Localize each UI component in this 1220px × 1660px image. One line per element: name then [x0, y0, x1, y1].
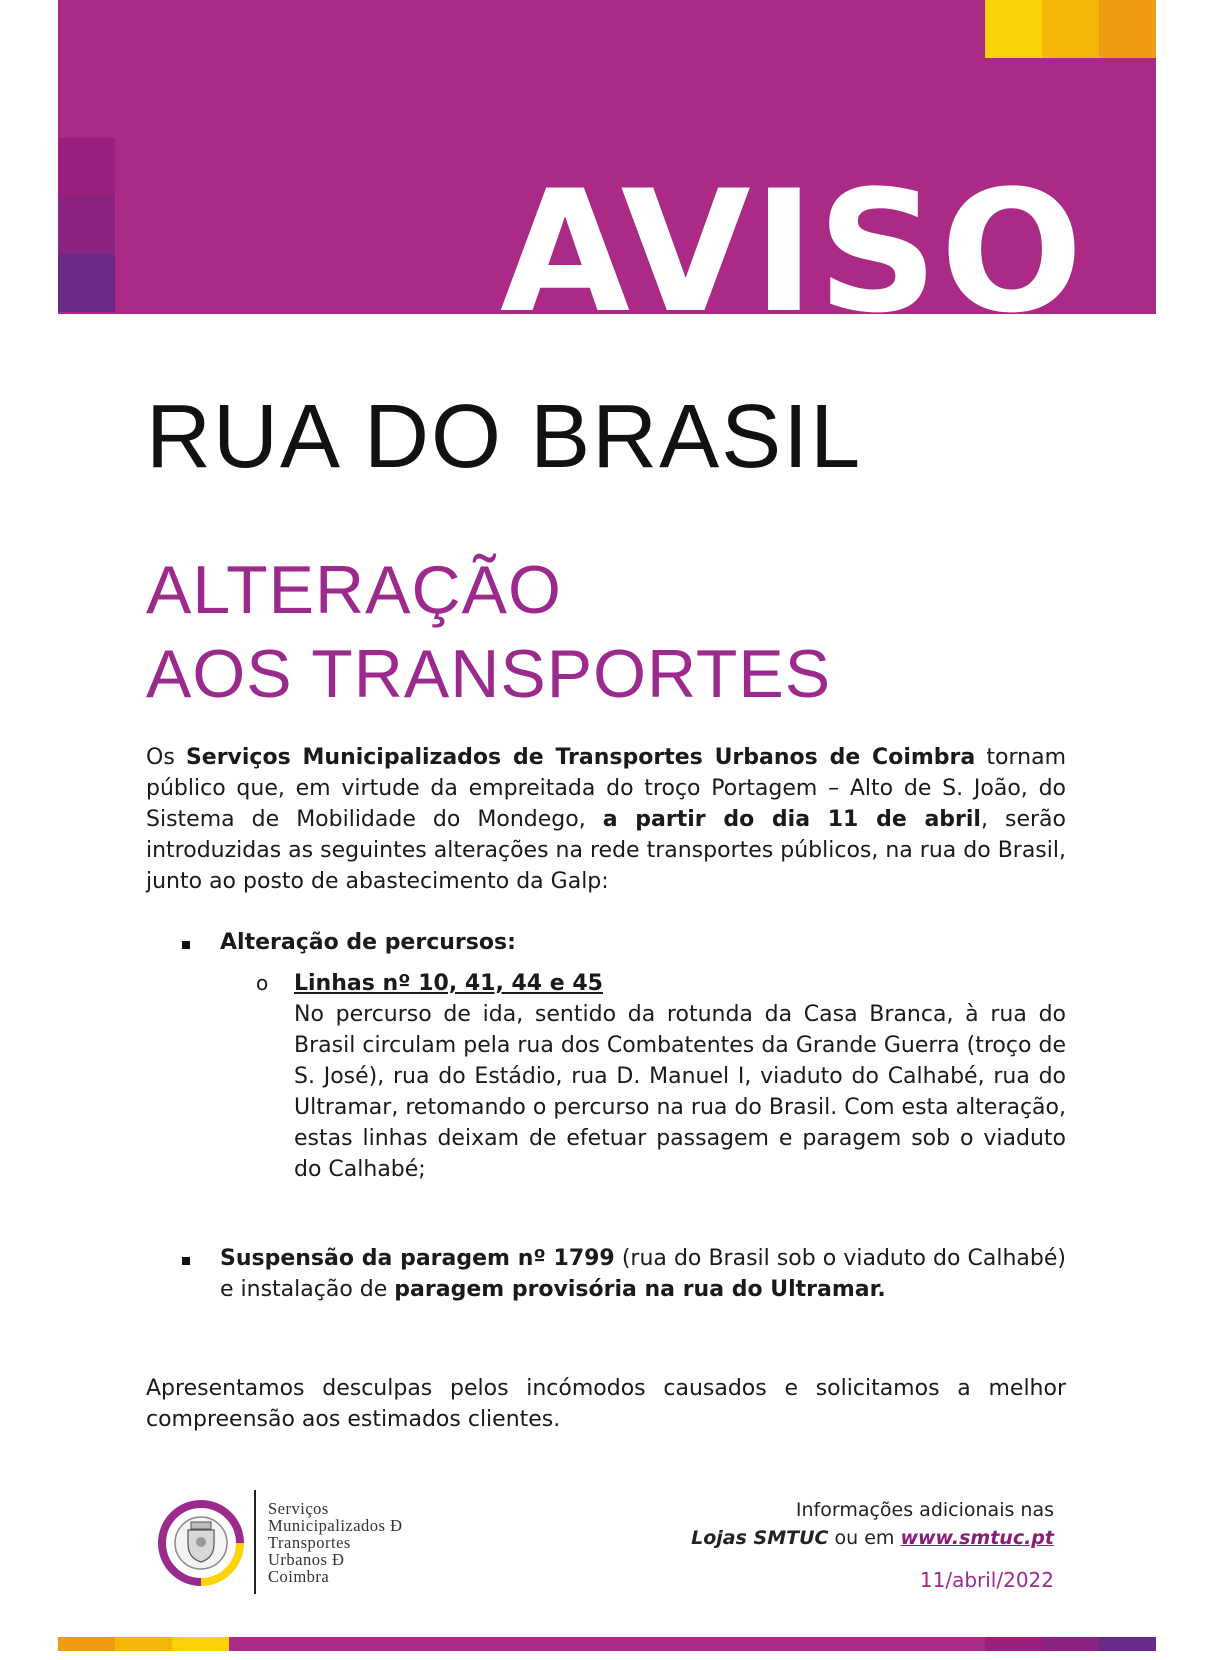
org-line: Coimbra	[268, 1567, 330, 1586]
subtitle-line-2: AOS TRANSPORTES	[146, 636, 832, 712]
info-line-1: Informações adicionais nas	[795, 1499, 1054, 1521]
square-bullet-icon	[146, 1243, 220, 1305]
smtuc-logo-icon	[158, 1500, 244, 1586]
intro-text-3: , serão introduzidas as seguintes alterações na rede transportes públicos, na rua do Brasil, junto ao posto de abastecimento da Galp:	[146, 807, 1066, 894]
page-title: RUA DO BRASIL	[146, 387, 863, 487]
intro-text-1: Os	[146, 745, 186, 770]
intro-paragraph	[146, 742, 1066, 897]
info-connector: ou em	[828, 1527, 901, 1549]
lines-title: Linhas nº 10, 41, 44 e 45	[294, 971, 603, 996]
intro-start-date: a partir do dia 11 de abril	[602, 807, 981, 832]
notice-date: 11/abril/2022	[919, 1568, 1054, 1592]
stop-suspension-text: (rua do Brasil sob o viaduto do Calhabé) e instalação de	[220, 1246, 1066, 1302]
bullet-item-route-change	[146, 927, 1066, 958]
notice-body	[146, 742, 1066, 1435]
intro-organization: Serviços Municipalizados de Transportes Urbanos de Coimbra	[185, 745, 976, 770]
intro-text-2: tornam público que, em virtude da empreitada do troço Portagem – Alto de S. João, do Sistema de Mobilidade do Mondego,	[146, 745, 1066, 832]
footer-organization-name	[268, 1500, 403, 1585]
circle-bullet-icon: o	[256, 971, 269, 995]
footer-divider	[254, 1490, 256, 1594]
bullet-label: Alteração de percursos:	[220, 930, 516, 955]
org-line: Urbanos Ð	[268, 1550, 345, 1569]
sub-item-lines	[220, 968, 1066, 1185]
banner-title: AVISO	[500, 154, 1085, 314]
lines-description: No percurso de ida, sentido da rotunda da Casa Branca, à rua do Brasil circulam pela rua dos Combatentes da Grande Guerra (troço de S. José), rua do Estádio, rua D. Manuel I, viaduto do Calhabé, rua do Ultramar, retomando o percurso na rua do Brasil. Com esta alteração, estas linhas deixam de efetuar passagem e paragem sob o viaduto do Calhabé;	[294, 1002, 1066, 1182]
website-link[interactable]: www.smtuc.pt	[900, 1527, 1054, 1549]
corner-decor-squares	[985, 0, 1156, 58]
closing-paragraph: Apresentamos desculpas pelos incómodos causados e solicitamos a melhor compreensão aos estimados clientes.	[146, 1376, 1066, 1432]
org-line: Municipalizados Ð	[268, 1516, 403, 1535]
org-line: Serviços	[268, 1499, 329, 1518]
stop-suspension-label: Suspensão da paragem nº 1799	[220, 1246, 615, 1271]
header-banner	[58, 0, 1156, 314]
info-line-2	[691, 1524, 1054, 1552]
square-bullet-icon	[146, 927, 220, 958]
org-line: Transportes	[268, 1533, 351, 1552]
stores-label: Lojas SMTUC	[691, 1527, 829, 1549]
page-subtitle	[146, 548, 831, 716]
left-decor-squares	[58, 138, 115, 312]
bullet-item-stop-suspension	[146, 1243, 1066, 1305]
subtitle-line-1: ALTERAÇÃO	[146, 552, 562, 628]
footer-info	[691, 1496, 1054, 1552]
bottom-color-bar	[58, 1637, 1156, 1651]
provisional-stop-label: paragem provisória na rua do Ultramar.	[394, 1277, 886, 1302]
